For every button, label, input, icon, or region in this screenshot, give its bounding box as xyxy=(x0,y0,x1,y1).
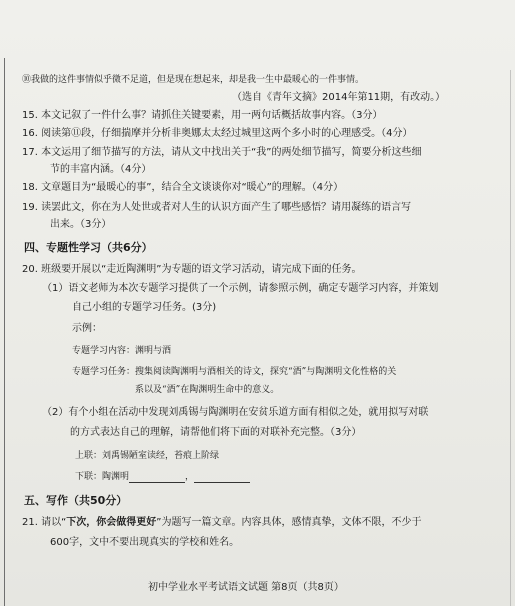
question-21-line2: 600字，文中不要出现真实的学校和姓名。 xyxy=(50,537,240,548)
question-15: 15. 本文记叙了一件什么事？请抓住关键要素，用一两句话概括故事内容。（3分） xyxy=(22,110,383,121)
page-footer: 初中学业水平考试语文试题 第8页（共8页） xyxy=(148,582,344,593)
answer-blank-2[interactable] xyxy=(194,472,250,483)
question-21-suffix: ”为题写一篇文章。内容具体，感情真挚，文体不限，不少于 xyxy=(156,517,422,528)
question-20-2-line2: 的方式表达自己的理解，请帮他们将下面的对联补充完整。（3分） xyxy=(70,427,362,438)
question-16: 16. 阅读第⑪段，仔细揣摩并分析非奥娜太太经过城里这两个多小时的心理感受。（4分） xyxy=(22,128,413,139)
section-5-heading: 五、写作（共50分） xyxy=(24,494,128,507)
couplet-lower xyxy=(75,471,250,483)
question-21-prefix: 21. 请以“ xyxy=(22,517,67,528)
example-topic: 专题学习内容：渊明与酒 xyxy=(72,346,172,356)
comma-separator: ， xyxy=(185,472,195,482)
source-note: （选自《青年文摘》2014年第11期，有改动。） xyxy=(232,92,446,103)
question-19-line1: 19. 读罢此文，你在为人处世或者对人生的认识方面产生了哪些感悟？请用凝练的语言写 xyxy=(22,202,412,213)
essay-title: 下次，你会做得更好 xyxy=(66,517,157,528)
example-task-line2: 系以及“酒”在陶渊明生命中的意义。 xyxy=(135,385,280,395)
couplet-lower-label: 下联：陶渊明 xyxy=(75,472,130,482)
question-20-2-line1: （2）有个小组在活动中发现刘禹锡与陶渊明在安贫乐道方面有相似之处，就用拟写对联 xyxy=(42,407,429,418)
section-4-heading: 四、专题性学习（共6分） xyxy=(24,241,153,254)
margin-line xyxy=(4,58,5,606)
question-17-line1: 17. 本文运用了细节描写的方法，请从文中找出关于“我”的两处细节描写，简要分析这些细 xyxy=(22,147,422,158)
paragraph-10: ⑩我做的这件事情似乎微不足道，但是现在想起来，却是我一生中最暖心的一件事情。 xyxy=(22,75,365,85)
example-task-line1: 专题学习任务：搜集阅读陶渊明与酒相关的诗文，探究“酒”与陶渊明文化性格的关 xyxy=(72,367,397,377)
question-19-line2: 出来。（3分） xyxy=(50,219,112,230)
answer-blank-1[interactable] xyxy=(129,472,185,483)
question-20-1-line1: （1）语文老师为本次专题学习提供了一个示例，请参照示例，确定专题学习内容，并策划 xyxy=(42,283,439,294)
question-20: 20. 班级要开展以“走近陶渊明”为专题的语文学习活动，请完成下面的任务。 xyxy=(22,264,362,275)
example-label: 示例： xyxy=(72,323,102,334)
question-20-1-line2: 自己小组的专题学习任务。(3分) xyxy=(72,302,217,313)
couplet-upper: 上联：刘禹锡陋室读经，苔痕上阶绿 xyxy=(75,451,220,461)
question-21-line1 xyxy=(22,517,421,529)
margin-line-right xyxy=(510,70,511,606)
question-17-line2: 节的丰富内涵。（4分） xyxy=(50,164,152,175)
question-18: 18. 文章题目为“最暖心的事”，结合全文谈谈你对“暖心”的理解。（4分） xyxy=(22,182,344,193)
